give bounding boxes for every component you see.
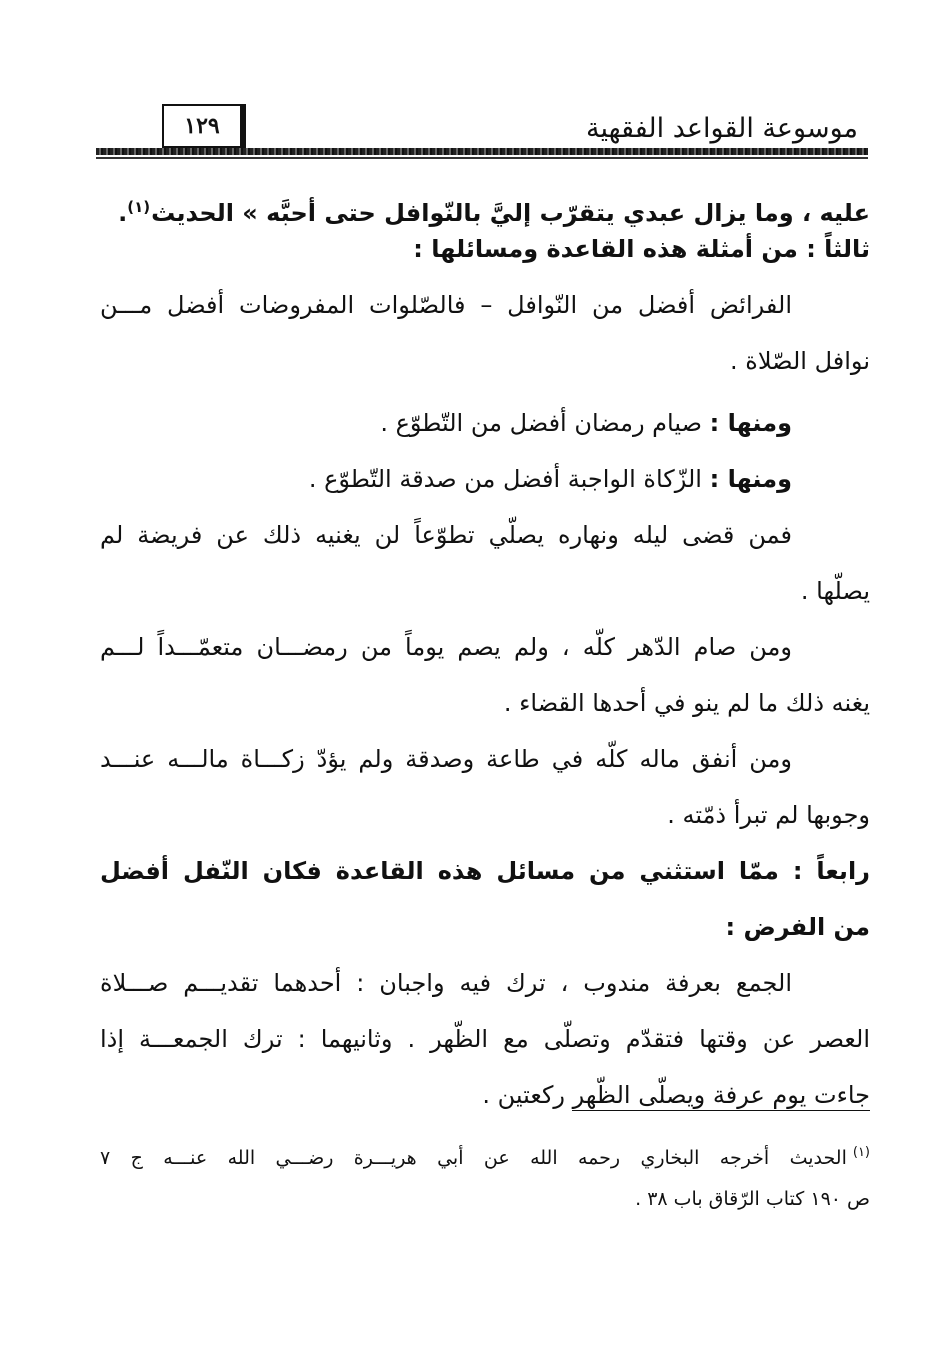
footnote-mark: (١) [852,1145,870,1160]
text-line [100,1018,870,1060]
section-heading: من الفرض : [725,913,870,941]
text-run: عليه ، وما يزال عبدي يتقرّب إليَّ بالنّوافل حتى أحبَّه » الحديث [151,199,870,227]
footnote-body [100,1147,870,1169]
footnote-rule [572,1110,870,1111]
footnote-line [100,1130,870,1176]
footnote-reference: (١) [127,198,151,216]
text-run: ومن صام الدّهر كلّه ، ولم يصم يوماً من رمضـــان متعمّـــداً لـــم [100,633,792,661]
text-line: جاءت يوم عرفة ويصلّى الظّهر ركعتين . [482,1081,870,1109]
page-number: ١٢٩ [162,104,242,148]
text-line: يصلّها . [800,577,870,605]
text-run: فمن قضى ليله ونهاره يصلّي تطوّعاً لن يغنيه ذلك عن فريضة لم [100,521,792,549]
text-line [100,626,870,668]
footnote-line: ص ١٩٠ كتاب الرّقاق باب ٣٨ . [635,1188,870,1210]
text-run: رابعاً : ممّا استثني من مسائل هذه القاعدة فكان النّفل أفضل [100,857,870,885]
section-heading: ثالثاً : من أمثلة هذه القاعدة ومسائلها : [413,235,870,263]
text-run: . [118,199,128,227]
text-line [100,458,870,500]
lead-word: ومنها : [709,409,792,437]
text-run: الزّكاة الواجبة أفضل من صدقة التّطوّع . [308,465,702,493]
text-line [100,738,870,780]
footnote [100,1130,870,1222]
header-rule-thin [96,157,868,159]
text-run: الجمع بعرفة مندوب ، ترك فيه واجبان : أحدهما تقديـــم صـــلاة [100,969,792,997]
text-run: العصر عن وقتها فتقدّم وتصلّى مع الظّهر . وثانيهما : ترك الجمعـــة إذا [100,1025,870,1053]
text-line [100,186,870,228]
text-line: يغنه ذلك ما لم ينو في أحدها القضاء . [503,689,870,717]
text-line [100,962,870,1004]
page-header [96,100,868,158]
running-title: موسوعة القواعد الفقهية [586,113,858,144]
text-line [100,402,870,444]
body-text [100,186,870,1116]
section-heading [100,850,870,892]
text-line [100,514,870,556]
header-rule [96,148,868,155]
text-line [100,284,870,326]
text-run: صيام رمضان أفضل من التّطوّع . [380,409,702,437]
text-run: الفرائض أفضل من النّوافل – فالصّلوات المفروضات أفضل مـــن [100,291,792,319]
text-run: الحديث أخرجه البخاري رحمه الله عن أبي هريـــرة رضـــي الله عنـــه ج ٧ [100,1147,847,1169]
text-line: نوافل الصّلاة . [730,347,870,375]
lead-word: ومنها : [709,465,792,493]
text-line: وجوبها لم تبرأ ذمّته . [667,801,870,829]
text-run: ومن أنفق ماله كلّه في طاعة وصدقة ولم يؤدّ زكـــاة مالـــه عنـــد [100,745,792,773]
